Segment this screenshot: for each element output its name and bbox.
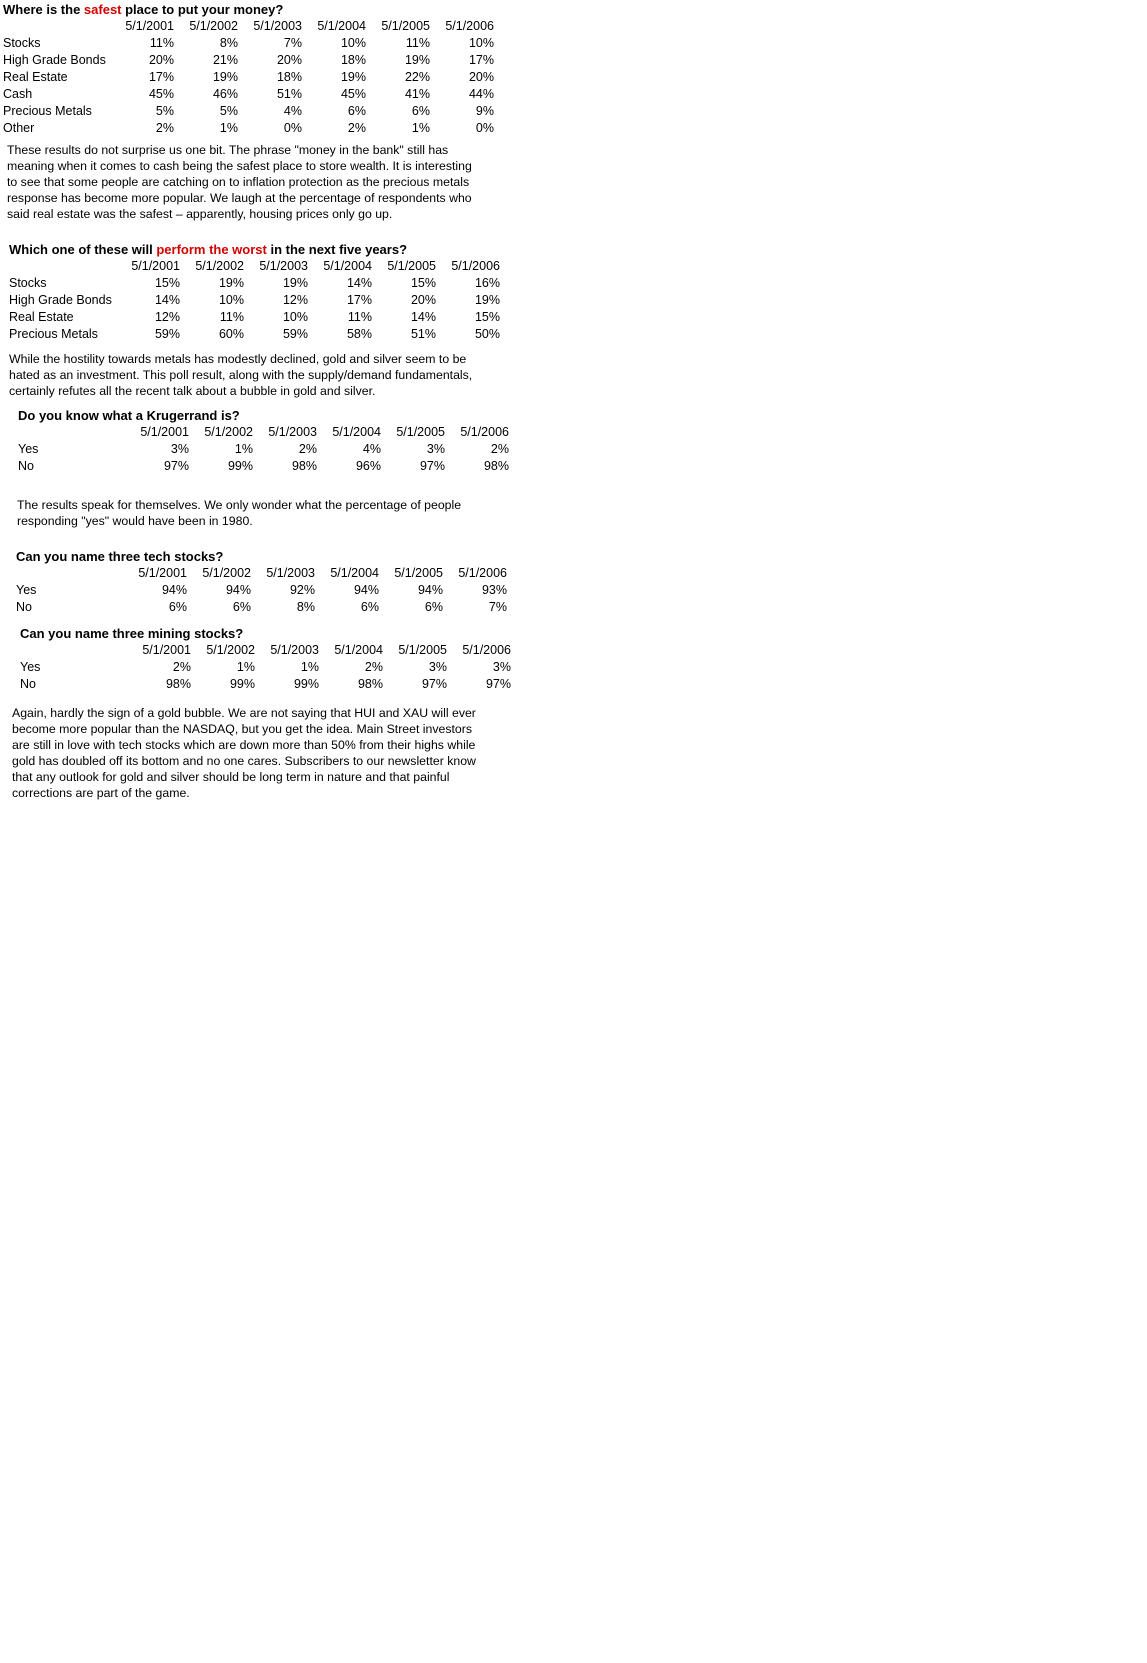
table-cell: 10% (218, 293, 244, 307)
table-cell: 97% (419, 459, 445, 473)
row-label: Cash (3, 87, 33, 101)
table-cell: 94% (417, 583, 443, 597)
table-cell: 46% (212, 87, 238, 101)
mining-stocks-title: Can you name three mining stocks? (20, 626, 244, 641)
table-cell: 1% (219, 121, 238, 135)
column-header: 5/1/2005 (387, 259, 436, 273)
table-cell: 97% (421, 677, 447, 691)
table-cell: 98% (165, 677, 191, 691)
krugerrand-commentary: The results speak for themselves. We only wonder what the percentage of people responding "yes" would have been in 1980. (17, 498, 462, 528)
table-cell: 10% (282, 310, 308, 324)
column-header: 5/1/2005 (398, 643, 447, 657)
table-row (3, 52, 494, 69)
row-label: Stocks (3, 36, 41, 50)
table-cell: 16% (474, 276, 500, 290)
table-cell: 97% (485, 677, 511, 691)
column-header: 5/1/2003 (268, 425, 317, 439)
table-cell: 92% (289, 583, 315, 597)
table-cell: 18% (340, 53, 366, 67)
table-cell: 17% (346, 293, 372, 307)
table-cell: 7% (488, 600, 507, 614)
table-cell: 12% (154, 310, 180, 324)
table-cell: 4% (283, 104, 302, 118)
table-cell: 59% (282, 327, 308, 341)
header-row (20, 642, 511, 659)
krugerrand-section (18, 408, 509, 475)
table-cell: 60% (218, 327, 244, 341)
column-header: 5/1/2006 (460, 425, 509, 439)
table-cell: 20% (410, 293, 436, 307)
table-cell: 4% (362, 442, 381, 456)
table-cell: 19% (218, 276, 244, 290)
row-label: Yes (16, 583, 37, 597)
table-cell: 1% (411, 121, 430, 135)
column-header: 5/1/2001 (140, 425, 189, 439)
column-header: 5/1/2002 (202, 566, 251, 580)
column-header: 5/1/2003 (266, 566, 315, 580)
table-cell: 2% (347, 121, 366, 135)
table-cell: 98% (357, 677, 383, 691)
column-header: 5/1/2001 (142, 643, 191, 657)
table-row (3, 103, 494, 120)
header-row (16, 565, 507, 582)
table-cell: 1% (236, 660, 255, 674)
table-cell: 51% (410, 327, 436, 341)
table-cell: 8% (296, 600, 315, 614)
table-cell: 98% (291, 459, 317, 473)
table-cell: 1% (234, 442, 253, 456)
row-label: No (20, 677, 36, 691)
column-header: 5/1/2005 (381, 19, 430, 33)
safest-place-section (3, 2, 494, 137)
table-row (18, 441, 509, 458)
table-row (3, 120, 494, 137)
table-cell: 2% (298, 442, 317, 456)
table-cell: 11% (405, 36, 430, 50)
table-cell: 99% (229, 677, 255, 691)
table-cell: 17% (148, 70, 174, 84)
table-cell: 12% (282, 293, 308, 307)
table-cell: 15% (474, 310, 500, 324)
table-cell: 15% (154, 276, 180, 290)
perform-worst-commentary: While the hostility towards metals has modestly declined, gold and silver seem to be hated as an investment. This poll result, along with the supply/demand fundamentals, certainly refutes all the recent talk about a bubble in gold and silver. (9, 352, 473, 398)
table-cell: 19% (212, 70, 238, 84)
table-cell: 96% (355, 459, 381, 473)
table-cell: 7% (283, 36, 302, 50)
row-label: No (18, 459, 34, 473)
row-label: High Grade Bonds (9, 293, 112, 307)
mining-stocks-table (20, 642, 511, 693)
perform-worst-title: Which one of these will perform the worst in the next five years? (9, 242, 408, 257)
table-cell: 20% (276, 53, 302, 67)
table-cell: 99% (293, 677, 319, 691)
table-cell: 5% (219, 104, 238, 118)
perform-worst-section (9, 242, 500, 343)
table-row (16, 582, 507, 599)
table-cell: 17% (468, 53, 494, 67)
row-label: High Grade Bonds (3, 53, 106, 67)
column-header: 5/1/2001 (131, 259, 180, 273)
table-cell: 2% (172, 660, 191, 674)
krugerrand-table (18, 424, 509, 475)
tech-stocks-title: Can you name three tech stocks? (16, 549, 224, 564)
row-label: Yes (18, 442, 39, 456)
row-label: Yes (20, 660, 41, 674)
table-cell: 20% (148, 53, 174, 67)
table-cell: 3% (428, 660, 447, 674)
tech-stocks-table (16, 565, 507, 616)
safest-place-title: Where is the safest place to put your money? (3, 2, 284, 17)
tech-stocks-section (16, 549, 507, 616)
table-cell: 19% (404, 53, 430, 67)
column-header: 5/1/2003 (270, 643, 319, 657)
table-cell: 0% (475, 121, 494, 135)
column-header: 5/1/2002 (189, 19, 238, 33)
column-header: 5/1/2006 (451, 259, 500, 273)
row-label: Real Estate (9, 310, 74, 324)
table-cell: 45% (340, 87, 366, 101)
column-header: 5/1/2003 (259, 259, 308, 273)
header-row (9, 258, 500, 275)
row-label: Precious Metals (9, 327, 98, 341)
row-label: Precious Metals (3, 104, 92, 118)
column-header: 5/1/2004 (332, 425, 381, 439)
table-cell: 94% (225, 583, 251, 597)
table-cell: 10% (468, 36, 494, 50)
table-cell: 2% (364, 660, 383, 674)
table-cell: 6% (232, 600, 251, 614)
table-cell: 18% (276, 70, 302, 84)
table-cell: 94% (161, 583, 187, 597)
table-cell: 11% (149, 36, 174, 50)
table-row (9, 275, 500, 292)
table-cell: 11% (347, 310, 372, 324)
row-label: Other (3, 121, 35, 135)
table-cell: 1% (300, 660, 319, 674)
column-header: 5/1/2006 (462, 643, 511, 657)
table-row (20, 659, 511, 676)
table-cell: 19% (340, 70, 366, 84)
table-cell: 98% (483, 459, 509, 473)
table-cell: 58% (346, 327, 372, 341)
table-cell: 14% (346, 276, 372, 290)
table-cell: 97% (163, 459, 189, 473)
row-label: Real Estate (3, 70, 68, 84)
table-row (18, 458, 509, 475)
table-cell: 19% (282, 276, 308, 290)
column-header: 5/1/2003 (253, 19, 302, 33)
table-cell: 51% (276, 87, 302, 101)
safest-place-table (3, 18, 494, 137)
table-cell: 9% (475, 104, 494, 118)
row-label: No (16, 600, 32, 614)
table-row (3, 69, 494, 86)
mining-stocks-section (20, 626, 511, 693)
krugerrand-title: Do you know what a Krugerrand is? (18, 408, 240, 423)
column-header: 5/1/2002 (204, 425, 253, 439)
column-header: 5/1/2004 (317, 19, 366, 33)
table-cell: 50% (474, 327, 500, 341)
table-cell: 6% (411, 104, 430, 118)
column-header: 5/1/2004 (330, 566, 379, 580)
mining-commentary: Again, hardly the sign of a gold bubble. We are not saying that HUI and XAU will ever become more popular than the NASDAQ, but you get the idea. Main Street investors are still in love with tech stocks which are down more than 50% from their highs while gold has doubled off its bottom and no one cares. Subscribers to our newsletter know that any outlook for gold and silver should be long term in nature and that painful corrections are part of the game. (12, 706, 476, 800)
column-header: 5/1/2004 (323, 259, 372, 273)
table-row (3, 86, 494, 103)
column-header: 5/1/2006 (445, 19, 494, 33)
header-row (18, 424, 509, 441)
row-label: Stocks (9, 276, 47, 290)
column-header: 5/1/2001 (125, 19, 174, 33)
table-row (9, 326, 500, 343)
table-cell: 5% (155, 104, 174, 118)
table-row (20, 676, 511, 693)
table-cell: 99% (227, 459, 253, 473)
table-cell: 20% (468, 70, 494, 84)
table-cell: 8% (219, 36, 238, 50)
column-header: 5/1/2004 (334, 643, 383, 657)
table-cell: 59% (154, 327, 180, 341)
column-header: 5/1/2005 (396, 425, 445, 439)
perform-worst-table (9, 258, 500, 343)
table-cell: 6% (424, 600, 443, 614)
table-cell: 22% (404, 70, 430, 84)
table-row (3, 35, 494, 52)
table-cell: 6% (168, 600, 187, 614)
table-cell: 0% (283, 121, 302, 135)
column-header: 5/1/2002 (206, 643, 255, 657)
table-cell: 3% (170, 442, 189, 456)
table-cell: 6% (360, 600, 379, 614)
table-cell: 2% (155, 121, 174, 135)
table-cell: 11% (219, 310, 244, 324)
table-cell: 41% (404, 87, 430, 101)
table-cell: 21% (212, 53, 238, 67)
table-cell: 44% (468, 87, 494, 101)
table-cell: 14% (154, 293, 180, 307)
table-cell: 3% (426, 442, 445, 456)
table-cell: 6% (347, 104, 366, 118)
table-cell: 10% (340, 36, 366, 50)
table-cell: 14% (410, 310, 436, 324)
column-header: 5/1/2001 (138, 566, 187, 580)
table-cell: 3% (492, 660, 511, 674)
table-cell: 45% (148, 87, 174, 101)
table-cell: 2% (490, 442, 509, 456)
table-row (16, 599, 507, 616)
safest-commentary: These results do not surprise us one bit. The phrase "money in the bank" still has meaning when it comes to cash being the safest place to store wealth. It is interesting to see that some people are catching on to inflation protection as the precious metals response has become more popular. We laugh at the percentage of respondents who said real estate was the safest – apparently, housing prices only go up. (7, 143, 472, 221)
table-cell: 93% (481, 583, 507, 597)
table-cell: 19% (474, 293, 500, 307)
table-row (9, 309, 500, 326)
column-header: 5/1/2005 (394, 566, 443, 580)
safest-highlight: safest (83, 2, 122, 17)
column-header: 5/1/2002 (195, 259, 244, 273)
perform-worst-highlight: perform the worst (156, 242, 267, 257)
table-cell: 94% (353, 583, 379, 597)
header-row (3, 18, 494, 35)
table-cell: 15% (410, 276, 436, 290)
column-header: 5/1/2006 (458, 566, 507, 580)
table-row (9, 292, 500, 309)
